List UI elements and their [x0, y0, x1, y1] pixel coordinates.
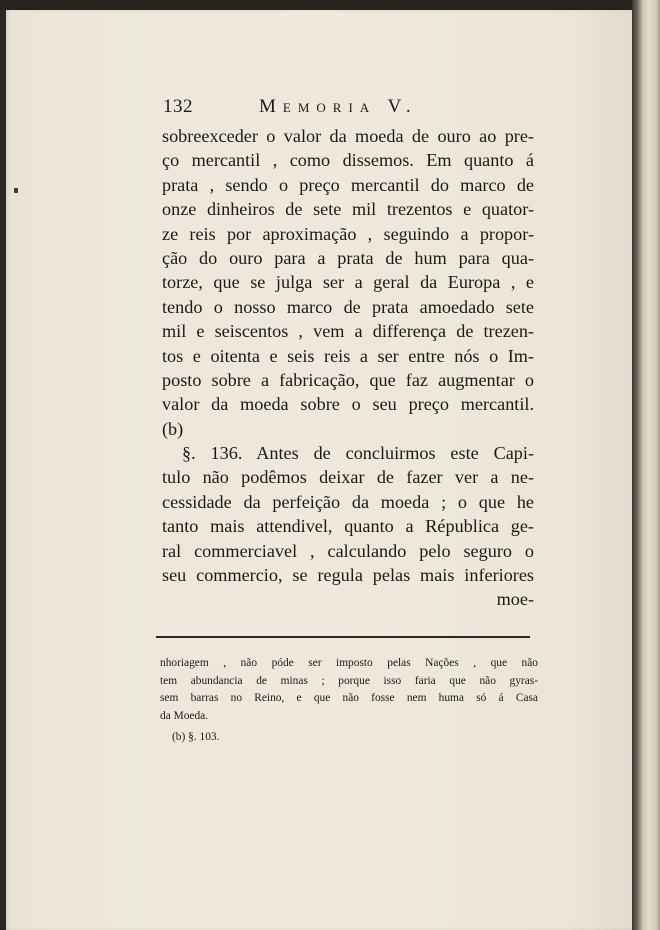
body-line: tulo não podêmos deixar de fazer ver a ne- — [162, 467, 534, 488]
body-line: ral commerciavel , calculando pelo seguro o — [162, 540, 534, 561]
footnote-line: da Moeda. — [160, 709, 209, 722]
body-line: tos e oitenta e seis reis a ser entre nós o Im- — [162, 345, 534, 366]
section-136-start: §. 136. Antes de concluirmos este Capi- — [182, 443, 534, 464]
body-line: mil e seiscentos , vem a differença de trezen- — [162, 321, 534, 342]
body-line: ço mercantil , como dissemos. Em quanto á — [162, 150, 534, 171]
body-line: ze reis por aproximação , seguindo a propor- — [162, 223, 534, 244]
body-text — [162, 124, 534, 612]
facing-leaf-edge — [632, 0, 660, 930]
top-edge-shadow — [0, 0, 632, 10]
body-line: cessidade da perfeição da moeda ; o que he — [162, 491, 534, 512]
page-number: 132 — [163, 96, 193, 117]
body-line: sobreexceder o valor da moeda de ouro ao pre- — [162, 126, 534, 146]
catchword: moe- — [496, 589, 534, 610]
running-head — [163, 96, 463, 122]
body-line: prata , sendo o preço mercantil do marco de — [162, 174, 534, 195]
footnotes — [160, 655, 538, 747]
footnote-line: sem barras no Reino, e que não fosse nem huma só á Casa — [160, 692, 538, 704]
body-line: seu commercio, se regula pelas mais inferiores — [162, 565, 534, 586]
body-line: ção do ouro para a prata de hum para qua- — [162, 247, 534, 268]
margin-speck — [14, 188, 18, 193]
body-line: onze dinheiros de sete mil trezentos e quator- — [162, 199, 534, 220]
footnote-line: tem abundancia de minas ; porque isso faria que não gyras- — [160, 674, 538, 687]
running-title: Memoria V. — [259, 96, 418, 117]
footnote-line: nhoriagem , não póde ser imposto pelas Nações , que não — [160, 657, 538, 669]
body-line: torze, que se julga ser a geral da Europa , e — [162, 272, 534, 293]
body-line: tanto mais attendivel, quanto a Républica ge- — [162, 516, 534, 537]
body-line: posto sobre a fabricação, que faz augmentar o — [162, 369, 534, 390]
body-line: valor da moeda sobre o seu preço mercantil. — [162, 394, 534, 415]
footnote-b: (b) §. 103. — [172, 731, 220, 743]
body-line: tendo o nosso marco de prata amoedado sete — [162, 296, 534, 317]
footnote-rule — [156, 636, 530, 638]
footnote-reference: (b) — [162, 418, 184, 439]
